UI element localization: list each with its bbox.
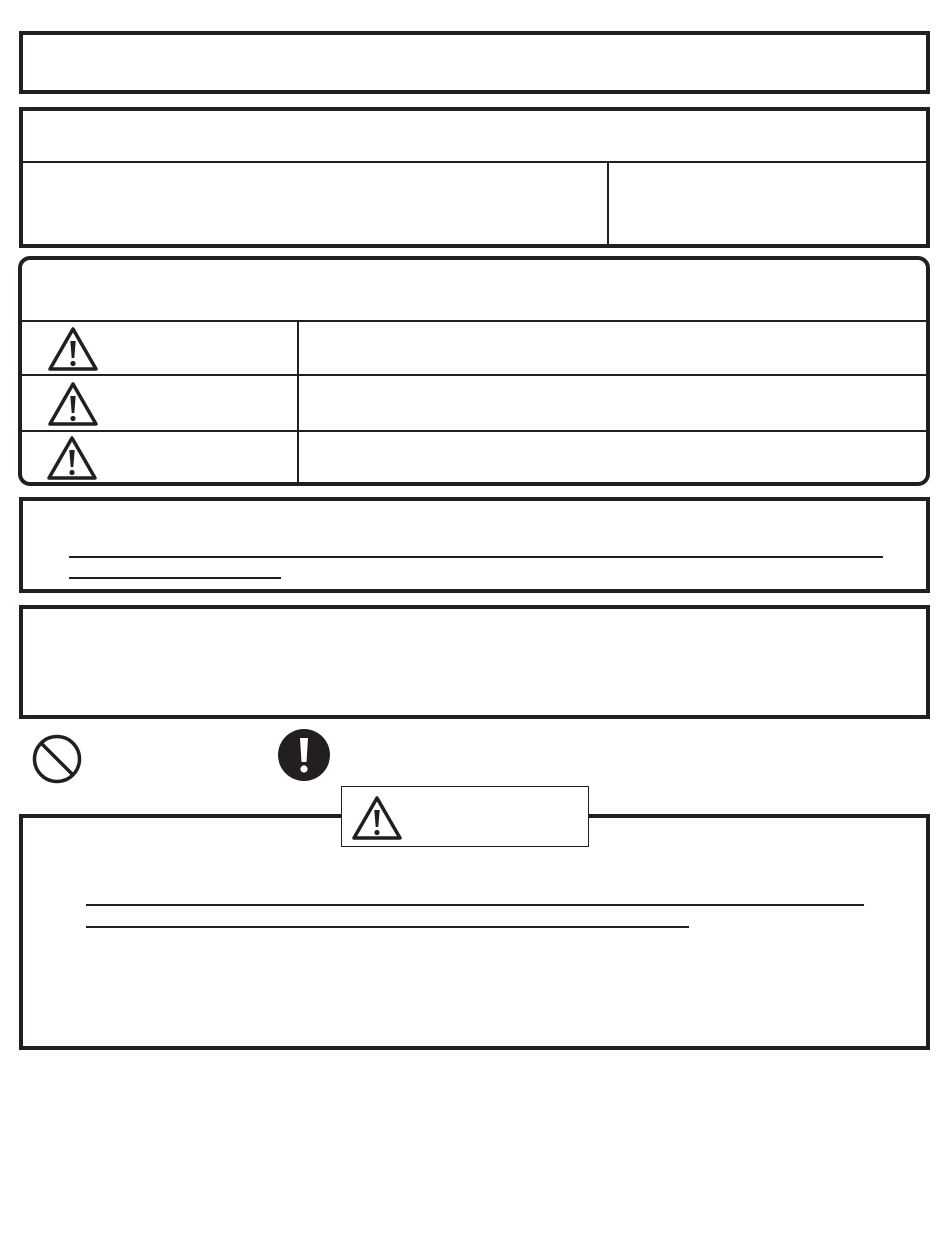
warning-triangle-icon xyxy=(47,326,99,372)
product-info-column-divider xyxy=(607,161,609,244)
notice-underline xyxy=(69,577,281,579)
hazard-legend-box xyxy=(18,256,930,486)
hazard-legend-row-divider xyxy=(22,374,926,376)
warning-header-tab xyxy=(341,786,589,847)
notice-underline xyxy=(69,556,883,558)
warning-triangle-icon xyxy=(47,381,99,427)
prohibition-circle-icon xyxy=(31,733,83,785)
notice-box xyxy=(19,497,930,593)
mandatory-action-icon xyxy=(277,728,331,782)
instructions-box xyxy=(19,605,930,719)
warning-box xyxy=(19,814,930,1050)
warning-underline xyxy=(86,904,864,906)
warning-triangle-icon xyxy=(351,795,403,841)
warning-triangle-icon xyxy=(46,435,98,481)
hazard-legend-column-divider xyxy=(297,320,299,482)
product-info-box xyxy=(19,107,930,248)
product-info-divider xyxy=(23,161,926,163)
hazard-legend-row-divider xyxy=(22,430,926,432)
hazard-legend-header-divider xyxy=(22,320,926,322)
title-box xyxy=(19,31,930,94)
warning-underline xyxy=(86,926,689,928)
